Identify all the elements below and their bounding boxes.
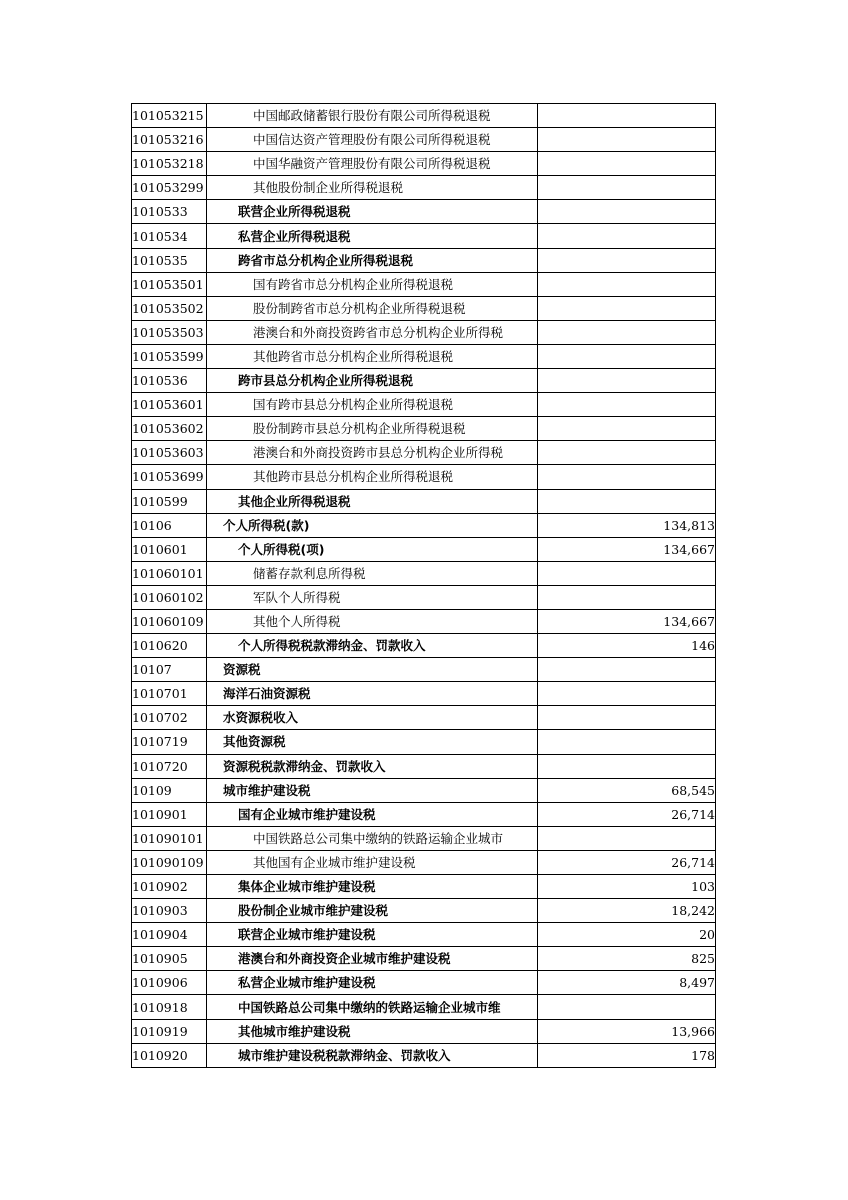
row-name: 国有企业城市维护建设税 <box>207 802 538 826</box>
budget-table <box>131 103 716 1068</box>
row-value: 134,667 <box>538 609 716 633</box>
row-code: 1010918 <box>132 995 207 1019</box>
row-name: 其他城市维护建设税 <box>207 1019 538 1043</box>
row-value <box>538 128 716 152</box>
row-name: 中国邮政储蓄银行股份有限公司所得税退税 <box>207 104 538 128</box>
row-code: 10106 <box>132 513 207 537</box>
row-value <box>538 296 716 320</box>
table-row <box>132 754 716 778</box>
table-row <box>132 417 716 441</box>
row-name: 城市维护建设税税款滞纳金、罚款收入 <box>207 1043 538 1067</box>
row-code: 101090109 <box>132 850 207 874</box>
row-code: 1010919 <box>132 1019 207 1043</box>
row-value: 825 <box>538 947 716 971</box>
table-row <box>132 609 716 633</box>
row-name: 资源税税款滞纳金、罚款收入 <box>207 754 538 778</box>
row-code: 101053215 <box>132 104 207 128</box>
row-value <box>538 995 716 1019</box>
row-value: 8,497 <box>538 971 716 995</box>
row-name: 水资源税收入 <box>207 706 538 730</box>
table-row <box>132 850 716 874</box>
row-name: 其他跨省市总分机构企业所得税退税 <box>207 344 538 368</box>
row-name: 私营企业城市维护建设税 <box>207 971 538 995</box>
row-value <box>538 200 716 224</box>
row-code: 101060109 <box>132 609 207 633</box>
row-name: 个人所得税(项) <box>207 537 538 561</box>
row-name: 国有跨省市总分机构企业所得税退税 <box>207 272 538 296</box>
row-code: 1010719 <box>132 730 207 754</box>
row-name: 其他资源税 <box>207 730 538 754</box>
table-row <box>132 176 716 200</box>
table-row <box>132 802 716 826</box>
row-code: 101053601 <box>132 393 207 417</box>
row-value <box>538 152 716 176</box>
row-code: 10109 <box>132 778 207 802</box>
row-code: 101053218 <box>132 152 207 176</box>
table-row <box>132 104 716 128</box>
row-code: 1010702 <box>132 706 207 730</box>
table-row <box>132 634 716 658</box>
row-code: 101060102 <box>132 585 207 609</box>
table-row <box>132 248 716 272</box>
row-code: 1010534 <box>132 224 207 248</box>
row-name: 个人所得税税款滞纳金、罚款收入 <box>207 634 538 658</box>
table-row <box>132 826 716 850</box>
table-row <box>132 658 716 682</box>
row-code: 1010903 <box>132 899 207 923</box>
row-value <box>538 706 716 730</box>
row-code: 101053699 <box>132 465 207 489</box>
row-value <box>538 730 716 754</box>
row-value: 20 <box>538 923 716 947</box>
table-row <box>132 899 716 923</box>
row-value <box>538 393 716 417</box>
row-value: 178 <box>538 1043 716 1067</box>
row-value: 26,714 <box>538 850 716 874</box>
row-name: 联营企业所得税退税 <box>207 200 538 224</box>
table-row <box>132 682 716 706</box>
row-name: 其他个人所得税 <box>207 609 538 633</box>
table-row <box>132 513 716 537</box>
row-value <box>538 489 716 513</box>
row-value <box>538 344 716 368</box>
row-name: 集体企业城市维护建设税 <box>207 875 538 899</box>
table-row <box>132 706 716 730</box>
row-value: 13,966 <box>538 1019 716 1043</box>
row-name: 联营企业城市维护建设税 <box>207 923 538 947</box>
table-row <box>132 1019 716 1043</box>
row-name: 城市维护建设税 <box>207 778 538 802</box>
row-name: 其他股份制企业所得税退税 <box>207 176 538 200</box>
table-row <box>132 995 716 1019</box>
table-row <box>132 369 716 393</box>
row-value: 134,667 <box>538 537 716 561</box>
row-value <box>538 176 716 200</box>
row-name: 其他国有企业城市维护建设税 <box>207 850 538 874</box>
row-code: 1010920 <box>132 1043 207 1067</box>
table-row <box>132 320 716 344</box>
table-row <box>132 128 716 152</box>
row-value <box>538 417 716 441</box>
row-name: 个人所得税(款) <box>207 513 538 537</box>
row-code: 1010599 <box>132 489 207 513</box>
row-value: 134,813 <box>538 513 716 537</box>
row-name: 私营企业所得税退税 <box>207 224 538 248</box>
row-code: 1010901 <box>132 802 207 826</box>
table-row <box>132 441 716 465</box>
row-code: 1010905 <box>132 947 207 971</box>
row-name: 国有跨市县总分机构企业所得税退税 <box>207 393 538 417</box>
row-value: 146 <box>538 634 716 658</box>
row-name: 港澳台和外商投资跨省市总分机构企业所得税 <box>207 320 538 344</box>
table-row <box>132 296 716 320</box>
row-code: 101053599 <box>132 344 207 368</box>
table-row <box>132 1043 716 1067</box>
row-name: 股份制跨市县总分机构企业所得税退税 <box>207 417 538 441</box>
row-code: 101053602 <box>132 417 207 441</box>
row-value: 103 <box>538 875 716 899</box>
row-value <box>538 272 716 296</box>
table-row <box>132 393 716 417</box>
row-name: 其他跨市县总分机构企业所得税退税 <box>207 465 538 489</box>
row-value <box>538 320 716 344</box>
table-row <box>132 537 716 561</box>
table-row <box>132 200 716 224</box>
row-value <box>538 561 716 585</box>
row-value <box>538 754 716 778</box>
row-name: 储蓄存款利息所得税 <box>207 561 538 585</box>
table-row <box>132 875 716 899</box>
row-code: 101053503 <box>132 320 207 344</box>
row-name: 跨市县总分机构企业所得税退税 <box>207 369 538 393</box>
row-code: 101060101 <box>132 561 207 585</box>
row-name: 中国华融资产管理股份有限公司所得税退税 <box>207 152 538 176</box>
table-row <box>132 465 716 489</box>
row-value <box>538 441 716 465</box>
table-row <box>132 344 716 368</box>
row-code: 1010906 <box>132 971 207 995</box>
row-code: 1010533 <box>132 200 207 224</box>
table-row <box>132 224 716 248</box>
row-code: 1010601 <box>132 537 207 561</box>
row-code: 101053216 <box>132 128 207 152</box>
row-name: 股份制企业城市维护建设税 <box>207 899 538 923</box>
row-value: 18,242 <box>538 899 716 923</box>
row-name: 股份制跨省市总分机构企业所得税退税 <box>207 296 538 320</box>
row-value <box>538 658 716 682</box>
row-value <box>538 248 716 272</box>
table-row <box>132 585 716 609</box>
row-name: 海洋石油资源税 <box>207 682 538 706</box>
row-name: 军队个人所得税 <box>207 585 538 609</box>
row-code: 101053603 <box>132 441 207 465</box>
row-value: 26,714 <box>538 802 716 826</box>
row-code: 10107 <box>132 658 207 682</box>
row-name: 跨省市总分机构企业所得税退税 <box>207 248 538 272</box>
table-row <box>132 923 716 947</box>
row-name: 中国铁路总公司集中缴纳的铁路运输企业城市维 <box>207 995 538 1019</box>
row-code: 101090101 <box>132 826 207 850</box>
row-name: 其他企业所得税退税 <box>207 489 538 513</box>
row-code: 1010701 <box>132 682 207 706</box>
row-name: 港澳台和外商投资跨市县总分机构企业所得税 <box>207 441 538 465</box>
row-name: 中国信达资产管理股份有限公司所得税退税 <box>207 128 538 152</box>
table-body <box>132 104 716 1068</box>
row-value <box>538 369 716 393</box>
row-code: 1010902 <box>132 875 207 899</box>
row-code: 101053299 <box>132 176 207 200</box>
table-row <box>132 489 716 513</box>
row-code: 1010720 <box>132 754 207 778</box>
row-code: 1010536 <box>132 369 207 393</box>
row-code: 1010620 <box>132 634 207 658</box>
row-value <box>538 224 716 248</box>
table-row <box>132 947 716 971</box>
row-value <box>538 682 716 706</box>
row-name: 中国铁路总公司集中缴纳的铁路运输企业城市 <box>207 826 538 850</box>
row-name: 港澳台和外商投资企业城市维护建设税 <box>207 947 538 971</box>
row-code: 1010535 <box>132 248 207 272</box>
row-code: 101053501 <box>132 272 207 296</box>
row-name: 资源税 <box>207 658 538 682</box>
row-value <box>538 826 716 850</box>
row-value <box>538 465 716 489</box>
table-row <box>132 152 716 176</box>
row-value <box>538 104 716 128</box>
table-row <box>132 561 716 585</box>
row-code: 101053502 <box>132 296 207 320</box>
table-row <box>132 730 716 754</box>
table-row <box>132 778 716 802</box>
row-code: 1010904 <box>132 923 207 947</box>
row-value <box>538 585 716 609</box>
row-value: 68,545 <box>538 778 716 802</box>
table-row <box>132 971 716 995</box>
table-row <box>132 272 716 296</box>
